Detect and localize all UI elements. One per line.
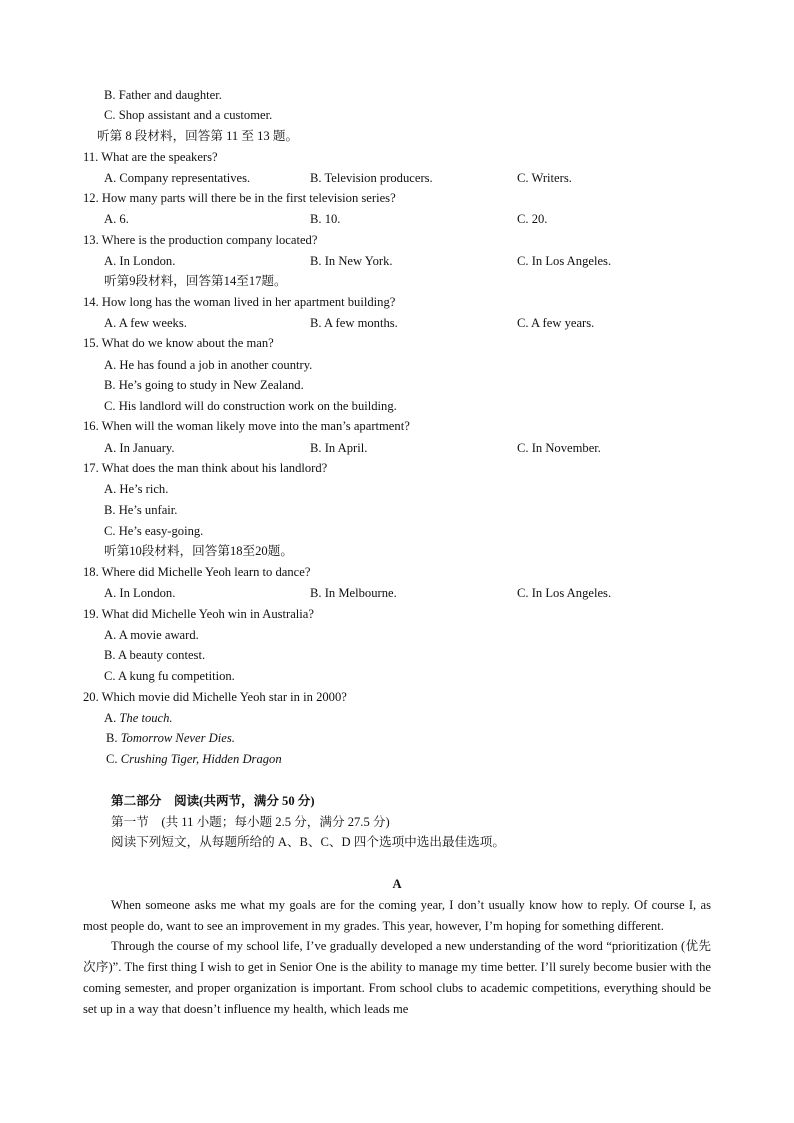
q17-option-c: C. He’s easy-going. (104, 524, 204, 538)
q15-option-b: B. He’s going to study in New Zealand. (104, 378, 304, 392)
q20-option-b-letter: B. (106, 731, 121, 745)
q12-option-b: B. 10. (310, 212, 341, 226)
passage-title: A (392, 877, 402, 891)
q20-option-b (106, 730, 235, 746)
q13-option-c: C. In Los Angeles. (517, 254, 612, 268)
q17-option-b: B. He’s unfair. (104, 503, 178, 517)
passage-body (83, 895, 711, 1019)
q10-option-c: C. Shop assistant and a customer. (104, 108, 273, 122)
question-12-options (104, 211, 724, 227)
q20-option-c-letter: C. (106, 752, 121, 766)
q11-option-a: A. Company representatives. (104, 171, 251, 185)
q20-option-a (104, 710, 173, 726)
section-10-instruction: 听第10段材料，回答第18至20题。 (104, 544, 293, 558)
q19-option-b: B. A beauty contest. (104, 648, 206, 662)
q13-option-a: A. In London. (104, 254, 176, 268)
section-8-instruction: 听第 8 段材料，回答第 11 至 13 题。 (97, 129, 299, 143)
q19-option-a: A. A movie award. (104, 628, 199, 642)
q20-option-a-text: The touch. (119, 711, 173, 725)
question-20: 20. Which movie did Michelle Yeoh star in in 2000? (83, 690, 347, 704)
q17-option-a: A. He’s rich. (104, 482, 169, 496)
q13-option-b: B. In New York. (310, 254, 393, 268)
q16-option-a: A. In January. (104, 441, 175, 455)
question-11: 11. What are the speakers? (83, 150, 218, 164)
q12-option-c: C. 20. (517, 212, 548, 226)
question-13: 13. Where is the production company located? (83, 233, 318, 247)
reading-instruction: 阅读下列短文，从每题所给的 A、B、C、D 四个选项中选出最佳选项。 (111, 835, 505, 849)
question-13-options (104, 253, 724, 269)
q11-option-b: B. Television producers. (310, 171, 433, 185)
passage-paragraph-1: When someone asks me what my goals are for the coming year, I don’t usually know how to reply. Of course I, as most people do, want to see an improvement in my grades. This year, however, I’m hoping for something different. (83, 898, 711, 933)
q10-option-b: B. Father and daughter. (104, 88, 222, 102)
q20-option-c-text: Crushing Tiger, Hidden Dragon (120, 752, 282, 766)
q14-option-b: B. A few months. (310, 316, 398, 330)
part-two-heading: 第二部分 阅读(共两节，满分 50 分) (111, 794, 315, 808)
question-17: 17. What does the man think about his landlord? (83, 461, 328, 475)
question-12: 12. How many parts will there be in the first television series? (83, 191, 396, 205)
q18-option-c: C. In Los Angeles. (517, 586, 612, 600)
question-14-options (104, 315, 724, 331)
q15-option-c: C. His landlord will do construction work on the building. (104, 399, 397, 413)
question-18-options (104, 585, 724, 601)
question-14: 14. How long has the woman lived in her apartment building? (83, 295, 396, 309)
question-16: 16. When will the woman likely move into the man’s apartment? (83, 419, 410, 433)
q15-option-a: A. He has found a job in another country. (104, 358, 313, 372)
q14-option-c: C. A few years. (517, 316, 595, 330)
q14-option-a: A. A few weeks. (104, 316, 187, 330)
q16-option-c: C. In November. (517, 441, 601, 455)
question-19: 19. What did Michelle Yeoh win in Australia? (83, 607, 314, 621)
section-one-heading: 第一节 (共 11 小题；每小题 2.5 分，满分 27.5 分) (111, 815, 390, 829)
question-16-options (104, 440, 724, 456)
q11-option-c: C. Writers. (517, 171, 572, 185)
question-15: 15. What do we know about the man? (83, 336, 274, 350)
q18-option-b: B. In Melbourne. (310, 586, 397, 600)
q20-option-c (106, 751, 282, 767)
q19-option-c: C. A kung fu competition. (104, 669, 235, 683)
q16-option-b: B. In April. (310, 441, 368, 455)
passage-paragraph-2: Through the course of my school life, I’ve gradually developed a new understanding of the word “prioritization (优先次序)”. The first thing I wish to get in Senior One is the ability to manage my time better. I’ll surely become busier with the coming semester, and proper organization is important. From school clubs to academic competitions, everything should be set up in a way that doesn’t influence my health, which leads me (83, 939, 711, 1016)
q18-option-a: A. In London. (104, 586, 176, 600)
q20-option-a-letter: A. (104, 711, 120, 725)
q12-option-a: A. 6. (104, 212, 129, 226)
question-11-options (104, 170, 724, 186)
question-18: 18. Where did Michelle Yeoh learn to dance? (83, 565, 311, 579)
section-9-instruction: 听第9段材料，回答第14至17题。 (104, 274, 287, 288)
q20-option-b-text: Tomorrow Never Dies. (120, 731, 235, 745)
